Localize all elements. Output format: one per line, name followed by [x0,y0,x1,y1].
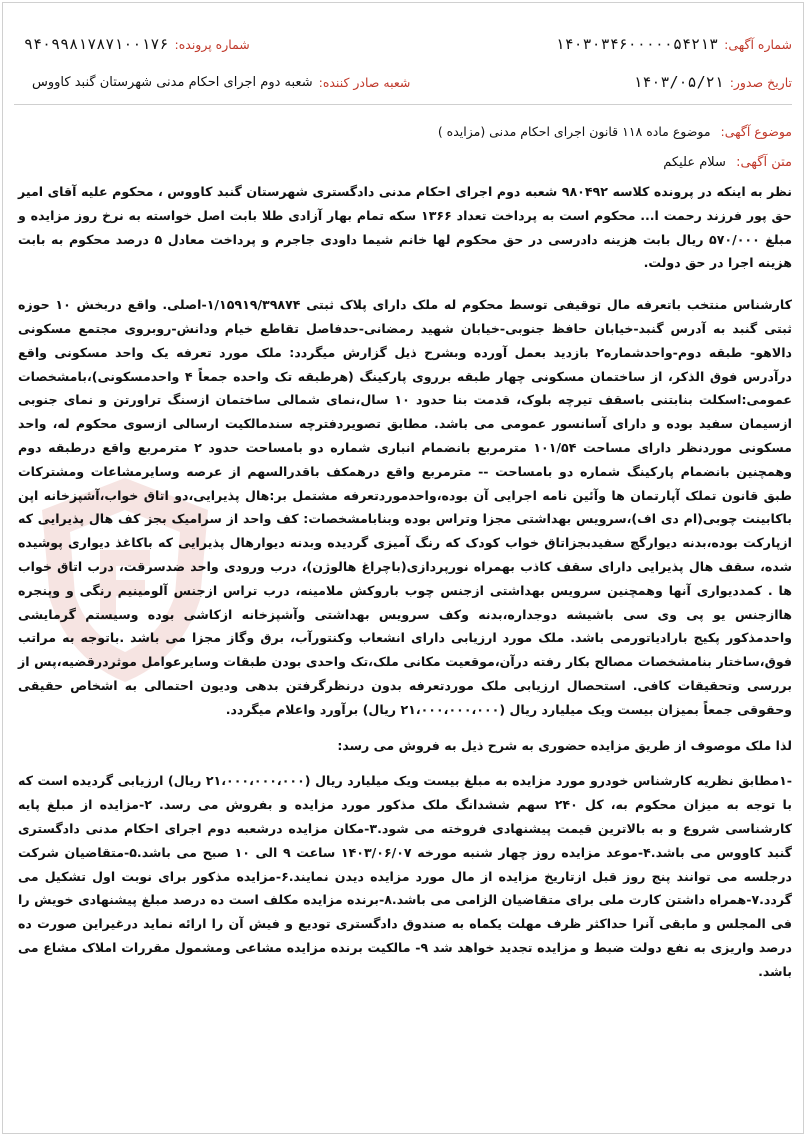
issuing-branch-field [32,75,410,90]
header-divider [14,104,792,105]
case-number-label: شماره پرونده: [174,36,250,52]
case-number-field [24,35,250,53]
issue-date-label: تاریخ صدور: [729,74,792,90]
notice-number-value: ۱۴۰۳۰۳۴۶۰۰۰۰۰۵۴۲۱۳ [555,35,719,53]
issue-date-value: ۱۴۰۳/۰۵/۲۱ [633,73,724,91]
case-number-value: ۹۴۰۹۹۸۱۷۸۷۱۰۰۱۷۶ [24,35,169,53]
body-label: متن آگهی: [736,155,792,170]
notice-content [18,118,792,996]
notice-number-label: شماره آگهی: [724,36,792,52]
notice-header [0,0,806,110]
greeting-text: سلام علیکم [663,155,726,170]
notice-subject [18,124,792,139]
issue-date-field [633,73,792,91]
issuing-branch-label: شعبه صادر کننده: [318,74,411,90]
paragraph-sale-intro: لذا ملک موصوف از طریق مزایده حضوری به شرح ذیل به فروش می رسد: [337,737,792,753]
issuing-branch-value: شعبه دوم اجرای احکام مدنی شهرستان گنبد کاووس [32,74,313,90]
notice-greeting [18,155,792,170]
header-row-1 [14,32,792,56]
paragraph-case: نظر به اینکه در پرونده کلاسه ۹۸۰۴۹۲ شعبه دوم اجرای احکام مدنی دادگستری شهرستان گنبد کاووس ، محکوم علیه آقای امیر حق پور فرزند رحمت ا... محکوم است به پرداخت تعداد ۱۳۶۶ سکه تمام بهار آزادی طلا بابت اصل خواسته به نرخ روز مزایده و مبلغ ۵۷۰/۰۰۰ ریال بابت هزینه دادرسی در حق محکوم لها خانم شیما داودی جاجرم و پرداخت معادل ۵ درصد محکوم به بابت هزینه اجرا در حق دولت. [18,184,792,271]
paragraph-expert-report: کارشناس منتخب باتعرفه مال توقیفی توسط محکوم له ملک دارای پلاک ثبتی ۱/۱۵۹۱۹/۳۹۸۷۴-اصلی. واقع دربخش ۱۰ حوزه ثبتی گنبد به آدرس گنبد-خیابان حافظ جنوبی-خیابان شهید رمضانی-حدفاصل تقاطع خیام ودانش-روبروی مجتمع مسکونی دالاهو- طبقه دوم-واحدشماره۲ بازدید بعمل آورده وبشرح ذیل گزارش میگردد: ملک مورد تعرفه یک واحد مسکونی واقع درآدرس فوق الذکر، از ساختمان مسکونی چهار طبقه برروی پارکینگ (هرطبقه تک واحده جمعاً ۴ واحدمسکونی)،بامشخصات عمومی:اسکلت بنابتنی باسقف تیرچه بلوک، قدمت بنا حدود ۱۰ سال،نمای شمالی ساختمان ازسنگ تراورتن و نمای جنوبی ازسیمان سفید بوده و دارای آسانسور عمومی می باشد. مطابق تصویردفترچه سندمالکیت ارسالی ازسوی محکوم له، واحد مسکونی موردنظر دارای مساحت ۱۰۱/۵۴ مترمربع بانضمام انباری شماره دو بامساحت حدود ۲ مترمربع واقع درطبقه دوم وهمچنین بانضمام پارکینگ شماره دو بامساحت -- مترمربع واقع درهمکف باقدرالسهم از عرصه وسایرمشاعات ومشترکات طبق قانون تملک آپارتمان ها وآئین نامه اجرایی آن بوده،واحدموردتعرفه مشتمل بر:هال پذیرایی،دو اتاق خواب،آشپزخانه اپن باکابینت چوبی(ام دی اف)،سرویس بهداشتی مجزا وتراس بوده وبنابامشخصات: کف واحد از سرامیک بجز کف هال پذیرایی که ازپارکت بوده،بدنه دیوارگچ سفیدبجزاتاق خواب کودک که رنگ آمیزی گردیده وبدنه دیوارهال پذیرایی که باکاغذ دیواری پوشیده شده، سقف هال پذیرایی دارای سقف کاذب بهمراه نورپردازی(باچراغ هالوژن)، درب ورودی واحد ضدسرقت، درب اتاق خواب ها . کمددیواری آنها وهمچنین سرویس بهداشتی ازجنس چوب باروکش ملامینه، درب تراس ازجنس آلومینیم رنگی و وپنجره هاازجنس یو پی وی سی باشیشه دوجداره،بدنه وکف سرویس بهداشتی وآشپزخانه ازکاشی بوده وسیستم گرمایشی واحدمذکور پکیج بارادیاتورمی باشد. ملک مورد ارزیابی دارای انشعاب وکنتورآب، برق وگاز مجزا می باشد .باتوجه به مراتب فوق،ساختار بنامشخصات مصالح بکار رفته درآن،موقعیت مکانی ملک،تک واحدی بودن طبقات وسایرعوامل موثردرقضیه،پس از بررسی وتحقیقات کافی. استحصال ارزیابی ملک موردتعرفه بدون درنظرگرفتن بدهی ودیون احتمالی به اشخاص حقیقی وحقوقی جمعاً بمیزان بیست ویک میلیارد ریال (۲۱،۰۰۰،۰۰۰،۰۰۰ ریال) برآورد واعلام میگردد. [18,297,792,717]
subject-label: موضوع آگهی: [720,124,792,139]
paragraph-auction-terms: -۱مطابق نظریه کارشناس خودرو مورد مزایده به مبلغ بیست ویک میلیارد ریال (۲۱،۰۰۰،۰۰۰،۰۰۰ ریال) ارزیابی گردیده است که با توجه به میزان محکوم به، کل ۲۴۰ سهم ششدانگ ملک مذکور مورد مزایده و بفروش می رسد. ۲-مزایده از مبلغ پایه کارشناسی شروع و به بالاترین قیمت پیشنهادی فروخته می شود.۳-مکان مزایده درشعبه دوم اجرای احکام مدنی دادگستری گنبد کاووس می باشد.۴-موعد مزایده روز چهار شنبه مورخه ۱۴۰۳/۰۶/۰۷ ساعت ۹ الی ۱۰ صبح می باشد.۵-متقاضیان شرکت درجلسه می توانند پنج روز قبل ازتاریخ مزایده از مال مورد مزایده دیدن نمایند.۶-مزایده مذکور برای نوبت اول تشکیل می گردد.۷-همراه داشتن کارت ملی برای متقاضیان الزامی می باشد.۸-برنده مزایده مکلف است ده درصد مبلغ پیشنهادی خویش را فی المجلس و مابقی آنرا حداکثر ظرف مهلت یکماه به صندوق دادگستری تودیع و فیش آن را ارائه نماید درغیراین صورت ده درصد واریزی به نفع دولت ضبط و مزایده تجدید خواهد شد ۹- مالکیت برنده مزایده مشاعی ومشمول مقررات املاک مشاع می باشد. [18,773,793,979]
header-row-2 [14,70,792,94]
notice-number-field [556,35,792,53]
subject-value: موضوع ماده ۱۱۸ قانون اجرای احکام مدنی (مزایده ) [437,124,711,139]
